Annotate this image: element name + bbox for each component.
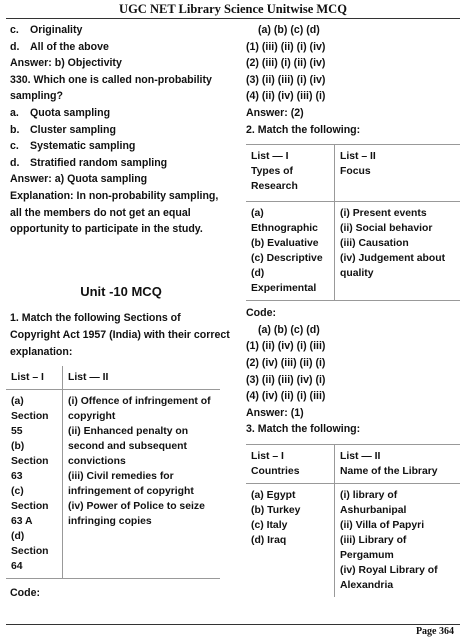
code-label: Code: — [246, 307, 277, 320]
table-cell — [335, 202, 461, 301]
explanation-text: Explanation: In non-probability sampling, all the members do not get an equal opportunity to participate in the study. — [10, 189, 219, 236]
code-option: (1) (ii) (iv) (i) (iii) — [246, 340, 326, 353]
unit-title: Unit -10 MCQ — [80, 283, 162, 299]
answer-text: Answer: (1) — [246, 406, 304, 419]
left-column — [10, 22, 232, 602]
list-item: (d) Experimental — [251, 268, 317, 295]
code-option: (4) (ii) (iv) (iii) (i) — [246, 90, 326, 103]
table-header: List — II Name of the Library — [335, 444, 461, 483]
list-item: (b) Turkey — [251, 504, 301, 516]
list-item: (iii) Library of Pergamum — [340, 534, 407, 561]
list-item: (a) Ethnographic — [251, 208, 318, 235]
question-330: 330. Which one is called non-probability sampling? — [10, 73, 212, 103]
code-option: (3) (ii) (iii) (i) (iv) — [246, 73, 326, 86]
table-cell — [6, 390, 63, 579]
table-cell — [246, 483, 335, 597]
list-item: (ii) Enhanced penalty on second and subsequent convictions — [68, 426, 189, 468]
list-item: (b) Section 63 — [11, 441, 49, 483]
match-table-2 — [246, 144, 460, 301]
list-item: (i) library of Ashurbanipal — [340, 489, 407, 516]
list-item: (ii) Villa of Papyri — [340, 519, 425, 531]
question-1: 1. Match the following Sections of Copyright Act 1957 (India) with their correct explanation: — [10, 312, 230, 358]
table-header: List – II Focus — [335, 145, 461, 202]
option-c: c. Systematic sampling — [10, 140, 136, 153]
list-item: (b) Evaluative — [251, 238, 319, 250]
list-item: (c) Section 63 A — [11, 486, 49, 528]
footer-rule — [6, 624, 460, 625]
table-header: List — II — [63, 366, 221, 390]
option-d: d. All of the above — [10, 40, 109, 53]
list-item: (i) Offence of infringement of copyright — [68, 396, 211, 423]
table-header: List – I Countries — [246, 444, 335, 483]
list-item: (a) Egypt — [251, 489, 296, 501]
list-item: (ii) Social behavior — [340, 223, 433, 235]
list-item: (iv) Judgement about quality — [340, 253, 446, 280]
question-3: 3. Match the following: — [246, 423, 361, 436]
match-table-1 — [6, 366, 220, 579]
page-header: UGC NET Library Science Unitwise MCQ — [119, 2, 347, 16]
answer-text: Answer: b) Objectivity — [10, 57, 122, 70]
table-cell — [246, 202, 335, 301]
table-cell — [63, 390, 221, 579]
question-2: 2. Match the following: — [246, 123, 361, 136]
code-option: (4) (iv) (ii) (i) (iii) — [246, 390, 326, 403]
table-header: List – I — [6, 366, 63, 390]
page-number: Page 364 — [415, 626, 454, 637]
code-option: (3) (ii) (iii) (iv) (i) — [246, 373, 326, 386]
option-d: d. Stratified random sampling — [10, 156, 168, 169]
list-item: (iii) Causation — [340, 238, 409, 250]
code-header: (a) (b) (c) (d) — [258, 323, 320, 336]
list-item: (d) Iraq — [251, 534, 287, 546]
option-a: a. Quota sampling — [10, 106, 111, 119]
list-item: (i) Present events — [340, 208, 427, 220]
code-header: (a) (b) (c) (d) — [258, 24, 320, 36]
list-item: (iv) Royal Library of Alexandria — [340, 564, 438, 591]
list-item: (d) Section 64 — [11, 531, 49, 573]
option-c: c. Originality — [10, 24, 83, 36]
header-rule — [6, 18, 460, 19]
code-option: (2) (iii) (i) (ii) (iv) — [246, 57, 326, 70]
list-item: (c) Descriptive — [251, 253, 323, 265]
list-item: (iii) Civil remedies for infringement of copyright — [68, 471, 194, 498]
match-table-3 — [246, 444, 460, 597]
right-column — [246, 22, 460, 597]
list-item: (a) Section 55 — [11, 396, 49, 438]
list-item: (c) Italy — [251, 519, 288, 531]
code-option: (1) (iii) (ii) (i) (iv) — [246, 40, 326, 53]
table-cell — [335, 483, 461, 597]
table-header: List — I Types of Research — [246, 145, 335, 202]
answer-text: Answer: a) Quota sampling — [10, 173, 148, 186]
code-option: (2) (iv) (iii) (ii) (i) — [246, 356, 326, 369]
list-item: (iv) Power of Police to seize infringing copies — [68, 501, 205, 528]
answer-text: Answer: (2) — [246, 106, 304, 119]
code-label: Code: — [10, 587, 41, 600]
option-b: b. Cluster sampling — [10, 123, 116, 136]
